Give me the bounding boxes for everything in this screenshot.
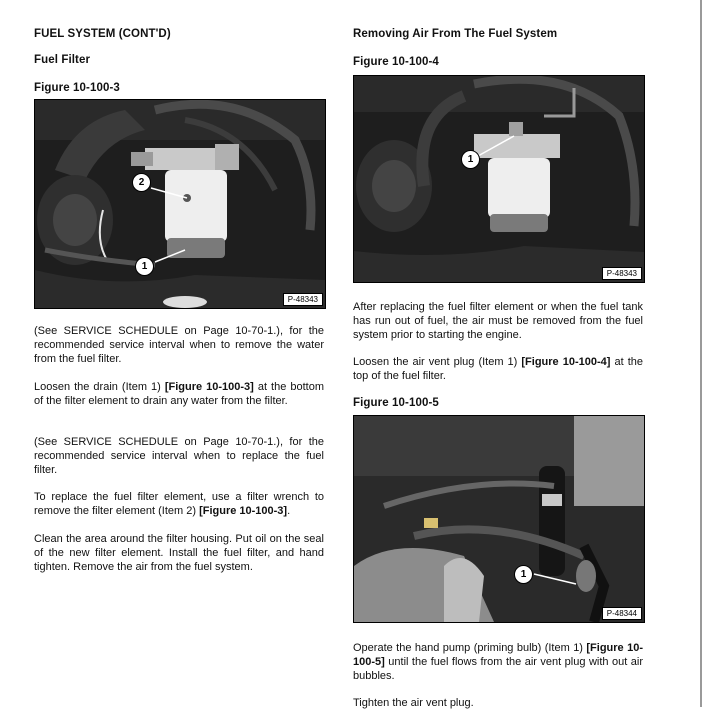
subsection-title: Fuel Filter: [34, 54, 91, 66]
figure-code: P-48343: [283, 293, 323, 306]
paragraph-hand-pump: Operate the hand pump (priming bulb) (Item 1) [Figure 10-100-5] until the fuel flows from the air vent plug with out air bubbles.: [353, 642, 643, 682]
figure-code: P-48344: [602, 607, 642, 620]
figure-code: P-48343: [602, 267, 642, 280]
air-vent-photo: [353, 75, 645, 283]
section-title: Removing Air From The Fuel System: [353, 28, 558, 40]
callout-1: 1: [461, 150, 480, 169]
figure-reference: [Figure 10-100-4]: [521, 356, 611, 368]
paragraph-air-removal: After replacing the fuel filter element or when the fuel tank has run out of fuel, the air must be removed from the fuel system prior to starting the engine.: [353, 301, 643, 341]
paragraph-service-water: (See SERVICE SCHEDULE on Page 10-70-1.), for the recommended service interval when to remove the water from the fuel filter.: [34, 325, 324, 365]
figure-label: Figure 10-100-5: [353, 397, 439, 409]
section-title: FUEL SYSTEM (CONT'D): [34, 28, 171, 40]
air-vent-illustration: [354, 76, 644, 282]
figure-reference: [Figure 10-100-3]: [164, 381, 254, 393]
fuel-filter-illustration: [35, 100, 325, 308]
figure-label: Figure 10-100-4: [353, 56, 439, 68]
paragraph-replace-element: To replace the fuel filter element, use a filter wrench to remove the filter element (Item 2) [Figure 10-100-3].: [34, 491, 324, 517]
paragraph-clean-install: Clean the area around the filter housing. Put oil on the seal of the new filter element. Install the fuel filter, and hand tighten. Remove the air from the fuel system.: [34, 533, 324, 573]
paragraph-loosen-vent: Loosen the air vent plug (Item 1) [Figure 10-100-4] at the top of the fuel filter.: [353, 356, 643, 382]
callout-1: 1: [514, 565, 533, 584]
callout-2: 2: [132, 173, 151, 192]
hand-pump-photo: [353, 415, 645, 623]
paragraph-tighten-vent: Tighten the air vent plug.: [353, 697, 474, 709]
page-edge-rule: [700, 0, 702, 707]
paragraph-service-replace: (See SERVICE SCHEDULE on Page 10-70-1.), for the recommended service interval when to replace the fuel filter.: [34, 436, 324, 476]
figure-reference: [Figure 10-100-3]: [199, 505, 288, 517]
figure-label: Figure 10-100-3: [34, 82, 120, 94]
hand-pump-illustration: [354, 416, 644, 622]
paragraph-loosen-drain: Loosen the drain (Item 1) [Figure 10-100-3] at the bottom of the filter element to drain any water from the filter.: [34, 381, 324, 407]
callout-1: 1: [135, 257, 154, 276]
figure-reference: [Figure 10-100-5]: [353, 642, 643, 668]
fuel-filter-photo: [34, 99, 326, 309]
